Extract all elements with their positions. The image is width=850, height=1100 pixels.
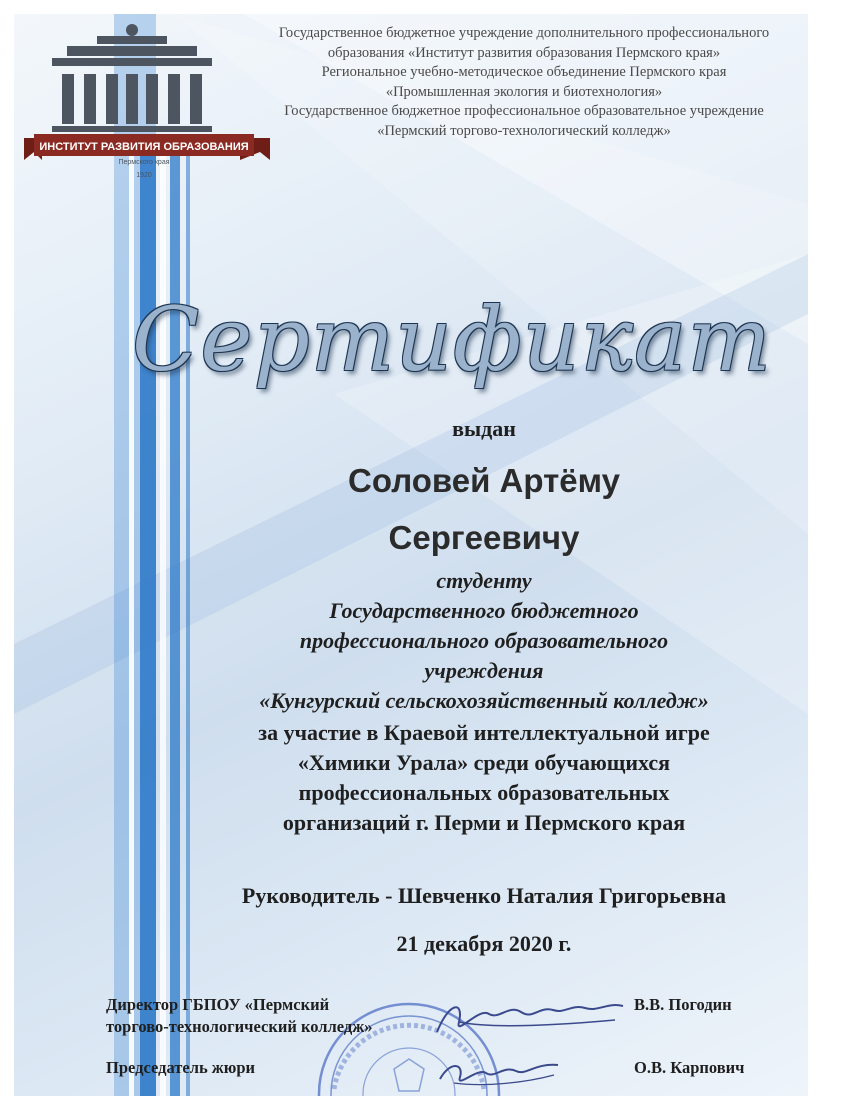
director-name: В.В. Погодин [634,995,732,1014]
jury-chair-title: Председатель жюри [106,1058,256,1077]
reason-line: профессиональных образовательных [298,780,670,805]
institute-logo [22,22,272,180]
director-title-line1: Директор ГБПОУ «Пермский [106,995,330,1014]
logo-sub-text: Пермского края [118,159,170,166]
reason-line: организаций г. Перми и Пермского края [282,810,686,835]
status-line: студенту [436,568,532,593]
recipient-name-line1: Соловей Артёму [348,462,620,499]
header-line: «Промышленная экология и биотехнология» [385,83,663,100]
director-title-line2: торгово-технологический колледж» [106,1017,373,1036]
director-title [106,994,372,1038]
status-line: Государственного бюджетного [329,598,639,623]
header-line: Государственное бюджетное учреждение дополнительного профессионального [278,25,770,41]
issue-date: 21 декабря 2020 г. [396,931,572,956]
header-line: «Пермский торгово-технологический колледж» [377,122,671,139]
supervisor: Руководитель - Шевченко Наталия Григорьевна [241,883,727,908]
college-name: «Кунгурский сельскохозяйственный колледж» [259,688,709,713]
certificate [14,14,808,1096]
header-organizations [254,24,794,141]
recipient-name-line2: Сергеевичу [388,519,580,556]
certificate-title: Сертификат [132,288,772,391]
reason-line: за участие в Краевой интеллектуальной игре [258,720,710,745]
header-line: образования «Институт развития образования Пермского края» [327,44,721,61]
issued-label: выдан [452,416,516,441]
logo-year: 1920 [136,172,152,179]
header-line: Государственное бюджетное профессиональное образовательное учреждение [284,103,764,119]
status-line: профессионального образовательного [299,628,669,653]
jury-signature [434,1049,564,1094]
reason-line: «Химики Урала» среди обучающихся [297,750,671,775]
bear-emblem [126,24,138,36]
director-signature [429,992,629,1047]
jury-chair-name: О.В. Карпович [634,1058,745,1077]
logo-ribbon-text: ИНСТИТУТ РАЗВИТИЯ ОБРАЗОВАНИЯ [39,141,249,153]
header-line: Региональное учебно-методическое объединение Пермского края [321,64,727,80]
status-line: учреждения [424,658,544,683]
